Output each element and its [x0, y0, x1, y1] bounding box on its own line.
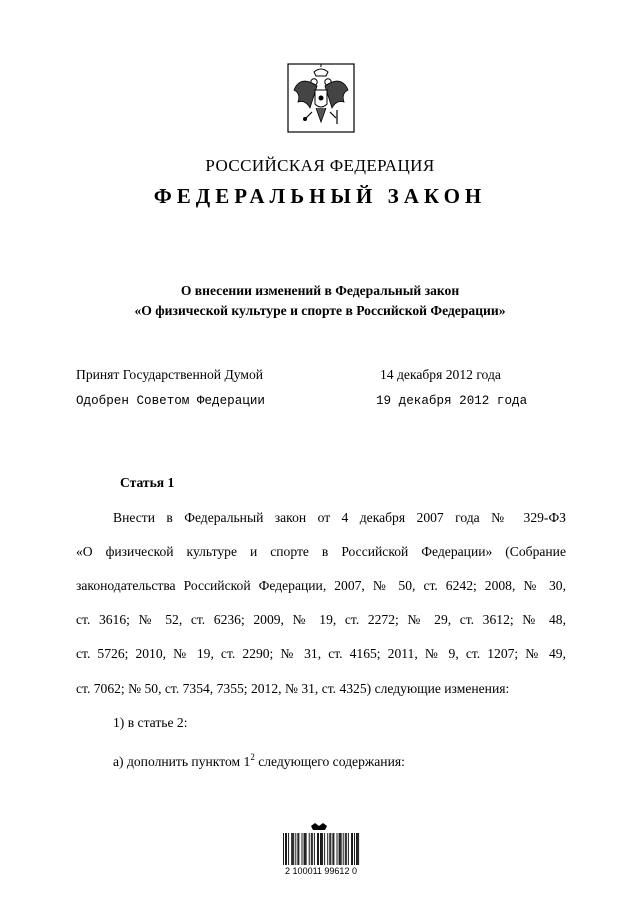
law-title	[0, 281, 640, 321]
council-approval-date: 19 декабря 2012 года	[376, 394, 528, 408]
article-line-2: «О физической культуре и спорте в Российской Федерации» (Собрание	[76, 544, 566, 559]
law-title-line-2: «О физической культуре и спорте в Российской Федерации»	[134, 303, 506, 318]
article-line-4: ст. 3616; № 52, ст. 6236; 2009, № 19, ст. 2272; № 29, ст. 3612; № 48,	[76, 612, 566, 627]
article-item-a-text: а) дополнить пунктом 1	[113, 754, 251, 769]
council-approval-label: Одобрен Советом Федерации	[76, 394, 265, 408]
article-item-1: 1) в статье 2:	[113, 715, 188, 730]
article-line-5: ст. 5726; 2010, № 19, ст. 2290; № 31, ст. 4165; 2011, № 9, ст. 1207; № 49,	[76, 646, 566, 661]
article-line-1: Внести в Федеральный закон от 4 декабря 2007 года № 329-ФЗ	[113, 510, 566, 525]
article-item-a-superscript: 2	[250, 752, 255, 762]
article-heading: Статья 1	[120, 475, 175, 490]
duma-adoption-date: 14 декабря 2012 года	[380, 367, 501, 382]
article-item-a	[113, 748, 405, 771]
document-type: ФЕДЕРАЛЬНЫЙ ЗАКОН	[153, 184, 487, 208]
duma-adoption-label: Принят Государственной Думой	[76, 367, 264, 382]
article-line-6: ст. 7062; № 50, ст. 7354, 7355; 2012, № 31, ст. 4325) следующие изменения:	[76, 681, 510, 696]
article-line-3: законодательства Российской Федерации, 2007, № 50, ст. 6242; 2008, № 30,	[76, 578, 566, 593]
country-name: РОССИЙСКАЯ ФЕДЕРАЦИЯ	[205, 156, 435, 175]
barcode-number: 2 100011 99612 0	[285, 866, 357, 876]
russian-coat-of-arms-icon	[286, 62, 356, 134]
article-item-a-text-end: следующего содержания:	[254, 754, 405, 769]
law-title-line-1: О внесении изменений в Федеральный закон	[180, 283, 460, 298]
